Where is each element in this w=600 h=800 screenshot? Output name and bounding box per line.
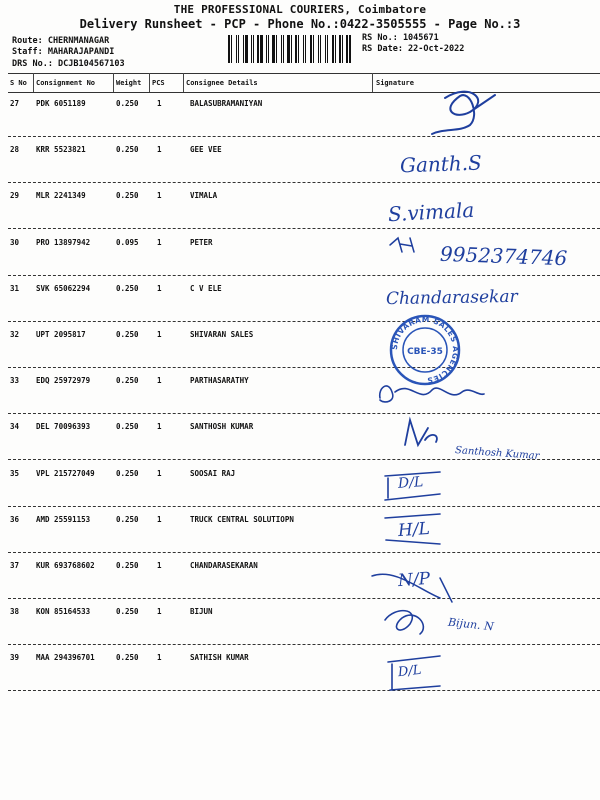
- handwritten-signature: D/L: [397, 662, 423, 681]
- row-pcs: 1: [157, 191, 162, 201]
- rs-number: RS No.: 1045671: [362, 33, 439, 43]
- row-sno: 36: [10, 514, 20, 524]
- row-consignment-no: KRR 5523821: [36, 145, 86, 155]
- col-consignee: Consignee Details: [186, 79, 258, 87]
- agency-stamp: [390, 315, 460, 385]
- row-pcs: 1: [157, 607, 162, 617]
- handwritten-signature: S.vimala: [387, 197, 475, 227]
- handwritten-signature: D/L: [397, 474, 424, 492]
- row-consignee: C V ELE: [190, 283, 222, 293]
- row-consignee: SANTHOSH KUMAR: [190, 422, 254, 432]
- col-consignment: Consignment No: [36, 79, 96, 87]
- row-pcs: 1: [157, 468, 162, 478]
- signature-38-scribble: [385, 611, 423, 634]
- handwritten-signature: Bijun. N: [447, 615, 495, 634]
- rs-date: RS Date: 22-Oct-2022: [362, 44, 465, 54]
- row-consignment-no: UPT 2095817: [36, 330, 86, 339]
- row-consignee: SOOSAI RAJ: [190, 468, 236, 478]
- runsheet-subtitle: Delivery Runsheet - PCP - Phone No.:0422-3505555 - Page No.:3: [79, 17, 521, 31]
- row-weight: 0.250: [116, 514, 139, 524]
- signature-34: [405, 420, 437, 445]
- handwritten-signature: Ganth.S: [399, 150, 483, 178]
- row-weight: 0.250: [116, 191, 139, 201]
- row-sno: 33: [10, 376, 20, 386]
- route-label: Route: CHERNMANAGAR: [12, 36, 110, 46]
- col-sno: S No: [10, 79, 27, 87]
- handwritten-signature: H/L: [397, 518, 431, 542]
- row-consignment-no: VPL 215727049: [36, 468, 95, 478]
- handwritten-signature: Chandarasekar: [385, 286, 518, 310]
- row-weight: 0.250: [116, 330, 139, 339]
- row-consignment-no: EDQ 25972979: [36, 376, 91, 386]
- row-weight: 0.250: [116, 653, 139, 663]
- row-weight: 0.250: [116, 99, 139, 108]
- row-consignee: BIJUN: [190, 607, 213, 617]
- signature-30-initials: [390, 238, 414, 252]
- row-sno: 28: [10, 145, 20, 155]
- row-consignee: SHIVARAN SALES: [190, 330, 254, 339]
- row-pcs: 1: [157, 514, 162, 524]
- handwritten-signature: N/P: [397, 568, 431, 592]
- svg-text:SHIVARAM SALES AGENCIES: SHIVARAM SALES AGENCIES: [389, 314, 461, 386]
- row-pcs: 1: [157, 422, 162, 432]
- company-title: THE PROFESSIONAL COURIERS, Coimbatore: [173, 3, 427, 16]
- row-sno: 37: [10, 561, 20, 570]
- row-consignment-no: DEL 70096393: [36, 422, 91, 432]
- row-pcs: 1: [157, 99, 162, 108]
- signature-27: [432, 92, 495, 134]
- row-sno: 38: [10, 607, 20, 617]
- row-weight: 0.250: [116, 145, 139, 155]
- row-consignment-no: SVK 65062294: [36, 283, 91, 293]
- row-weight: 0.250: [116, 422, 139, 432]
- row-pcs: 1: [157, 376, 162, 386]
- row-pcs: 1: [157, 653, 162, 663]
- row-weight: 0.250: [116, 607, 139, 617]
- row-consignment-no: PDK 6051189: [36, 99, 86, 108]
- row-pcs: 1: [157, 330, 162, 339]
- row-weight: 0.250: [116, 561, 139, 570]
- row-pcs: 1: [157, 237, 162, 247]
- row-weight: 0.250: [116, 376, 139, 386]
- row-weight: 0.095: [116, 237, 139, 247]
- row-consignment-no: AMD 25591153: [36, 514, 91, 524]
- row-pcs: 1: [157, 283, 162, 293]
- row-weight: 0.250: [116, 283, 139, 293]
- row-consignee: PARTHASARATHY: [190, 376, 249, 386]
- row-consignment-no: MAA 294396701: [36, 653, 95, 663]
- col-signature: Signature: [376, 79, 414, 87]
- col-pcs: PCS: [152, 79, 165, 87]
- row-consignment-no: KON 85164533: [36, 607, 91, 617]
- row-consignee: SATHISH KUMAR: [190, 653, 249, 663]
- row-pcs: 1: [157, 561, 162, 570]
- handwritten-signature: Santhosh Kumar: [454, 445, 540, 462]
- row-consignee: BALASUBRAMANIYAN: [190, 99, 263, 108]
- row-weight: 0.250: [116, 468, 139, 478]
- row-sno: 34: [10, 422, 20, 432]
- row-consignee: TRUCK CENTRAL SOLUTIOPN: [190, 514, 294, 524]
- row-sno: 39: [10, 653, 20, 663]
- row-sno: 29: [10, 191, 20, 201]
- handwritten-signature: 9952374746: [439, 241, 568, 271]
- col-weight: Weight: [116, 79, 142, 87]
- row-consignee: PETER: [190, 237, 213, 247]
- svg-text:CBE-35: CBE-35: [407, 347, 443, 357]
- row-sno: 35: [10, 468, 20, 478]
- row-consignment-no: MLR 2241349: [36, 191, 86, 201]
- staff-label: Staff: MAHARAJAPANDI: [12, 47, 115, 57]
- signature-33: [380, 386, 484, 402]
- row-consignee: CHANDARASEKARAN: [190, 561, 258, 570]
- row-sno: 32: [10, 330, 20, 339]
- row-sno: 30: [10, 237, 20, 247]
- row-sno: 31: [10, 283, 20, 293]
- row-consignee: GEE VEE: [190, 145, 222, 155]
- row-consignment-no: KUR 693768602: [36, 561, 95, 570]
- drs-number: DRS No.: DCJB104567103: [12, 59, 125, 69]
- row-sno: 27: [10, 99, 20, 108]
- row-consignment-no: PRO 13897942: [36, 237, 91, 247]
- row-pcs: 1: [157, 145, 162, 155]
- row-consignee: VIMALA: [190, 191, 218, 201]
